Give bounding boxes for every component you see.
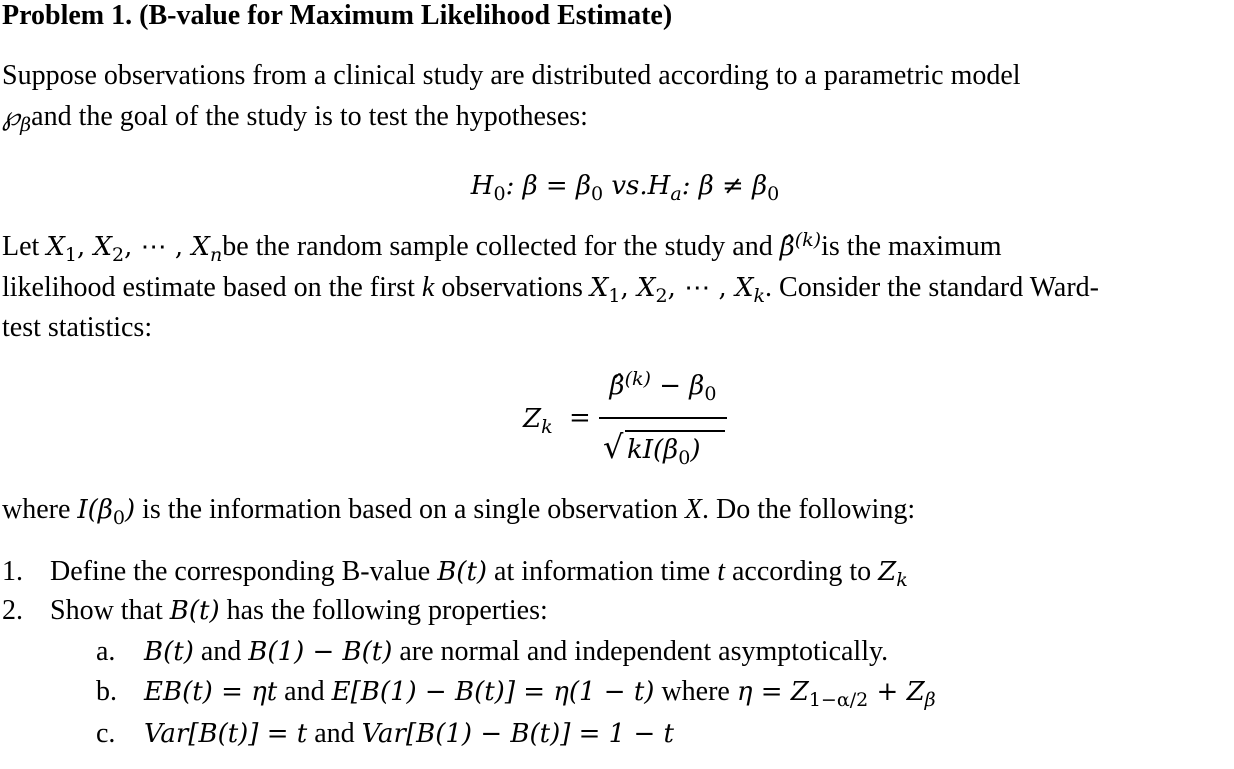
property-c: c. Var[B(t)] = t and Var[B(1) − B(t)] = 1 − t <box>96 718 674 749</box>
property-a: a. B(t) and B(1) − B(t) are normal and independent asymptotically. <box>96 636 889 667</box>
item-number: 1. <box>2 556 23 587</box>
task-item-2: 2. Show that B(t) has the following properties: <box>2 595 548 626</box>
sqrt-overline <box>625 430 725 432</box>
sqrt-icon: √ <box>603 428 624 466</box>
z-k-symbol: $Z_k$ <box>523 404 553 438</box>
ward-statistic-formula: $Z_k$ = β̂$^{(k)}$ − $\beta_0$ √ $kI(\beta_0)$ <box>515 370 755 470</box>
sample-line-2: likelihood estimate based on the first k observations $X_1$, $X_2$, ⋯ , $X_k$. Consider the standard Ward- <box>2 272 1099 307</box>
property-b: b. EB(t) = ηt and E[B(1) − B(t)] = η(1 − t) where $\eta = Z_{1-\alpha/2} + Z_\beta$ <box>96 676 936 711</box>
intro-line-1: Suppose observations from a clinical study are distributed according to a parametric model <box>2 60 1021 91</box>
intro-line-2-text: and the goal of the study is to test the hypotheses: <box>31 101 588 132</box>
equals-sign: = <box>569 403 591 433</box>
beta-subscript: β <box>20 113 32 136</box>
property-marker: c. <box>96 718 116 749</box>
sample-line-1: Let $X_1$, $X_2$, ⋯ , $X_nbe$ the random sample collected for the study and β̂$^{(k)}$is the maximum <box>2 229 1002 266</box>
item-number: 2. <box>2 595 23 626</box>
intro-line-2 <box>2 101 588 136</box>
hypothesis-formula: $H_0$: $\beta = \beta_0$ $vs.H_a$: $\beta \ne \beta_0$ <box>470 171 780 205</box>
fraction-numerator: β̂$^{(k)}$ − $\beta_0$ <box>609 368 717 405</box>
property-marker: a. <box>96 636 116 667</box>
weierstrass-p-symbol: ℘ <box>2 102 21 132</box>
task-item-1: 1. Define the corresponding B-value B(t) at information time t according to $Z_k$ <box>2 556 908 591</box>
property-marker: b. <box>96 676 117 707</box>
information-line: where $I(\beta_0)$ is the information based on a single observation X. Do the following: <box>2 494 916 529</box>
sample-line-3: test statistics: <box>2 312 153 343</box>
fraction-bar <box>599 417 727 419</box>
problem-title: Problem 1. (B-value for Maximum Likelihood Estimate) <box>2 0 673 31</box>
